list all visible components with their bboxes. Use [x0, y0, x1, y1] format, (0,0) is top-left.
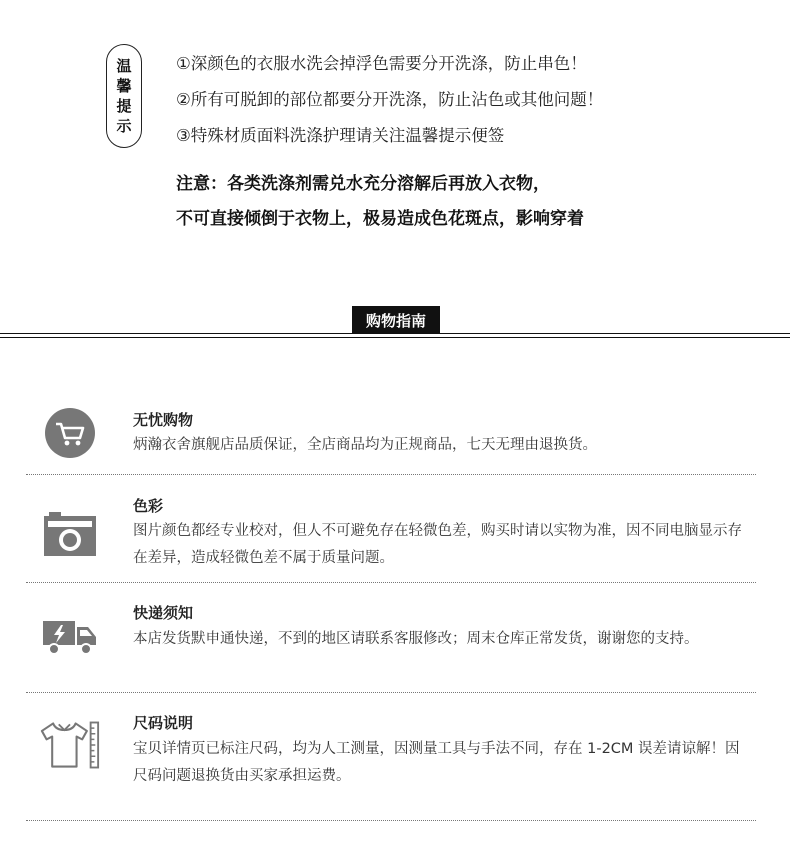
item-title-color: 色彩 [133, 497, 164, 515]
badge-char: 提 [116, 97, 132, 115]
shirt-ruler-icon [40, 720, 100, 770]
item-title-delivery: 快递须知 [133, 604, 194, 622]
dotted-divider [26, 820, 756, 821]
item-desc-color: 图片颜色都经专业校对，但人不可避免存在轻微色差，购买时请以实物为准，因不同电脑显示存在差异，造成轻微色差不属于质量问题。 [133, 523, 742, 566]
washing-note-line-2: 不可直接倾倒于衣物上，极易造成色花斑点，影响穿着 [176, 209, 584, 229]
item-desc-delivery: 本店发货默申通快递，不到的地区请联系客服修改；周末仓库正常发货，谢谢您的支持。 [133, 631, 699, 647]
warm-tips-badge [106, 44, 142, 148]
item-title-carefree-shopping: 无忧购物 [133, 411, 194, 429]
dotted-divider [26, 474, 756, 475]
delivery-truck-icon [40, 612, 100, 662]
badge-char: 温 [116, 57, 132, 75]
item-desc-carefree-shopping: 炳瀚衣舍旗舰店品质保证，全店商品均为正规商品，七天无理由退换货。 [133, 437, 597, 453]
camera-icon [40, 510, 100, 560]
tip-line-2: ②所有可脱卸的部位都要分开洗涤，防止沾色或其他问题！ [176, 90, 604, 109]
dotted-divider [26, 582, 756, 583]
dotted-divider [26, 692, 756, 693]
badge-char: 示 [116, 117, 132, 135]
section-divider-bottom [0, 337, 790, 338]
tip-line-1: ①深颜色的衣服水洗会掉浮色需要分开洗涤，防止串色！ [176, 54, 587, 73]
badge-char: 馨 [116, 77, 132, 95]
cart-icon [40, 408, 100, 458]
item-desc-size-guide: 宝贝详情页已标注尺码，均为人工测量，因测量工具与手法不同，存在 1-2CM 误差请谅解！因尺码问题退换货由买家承担运费。 [133, 741, 740, 784]
shopping-guide-title: 购物指南 [352, 306, 440, 334]
washing-note-line-1: 注意：各类洗涤剂需兑水充分溶解后再放入衣物， [176, 174, 550, 194]
item-title-size-guide: 尺码说明 [133, 714, 194, 732]
tip-line-3: ③特殊材质面料洗涤护理请关注温馨提示便签 [176, 126, 505, 145]
